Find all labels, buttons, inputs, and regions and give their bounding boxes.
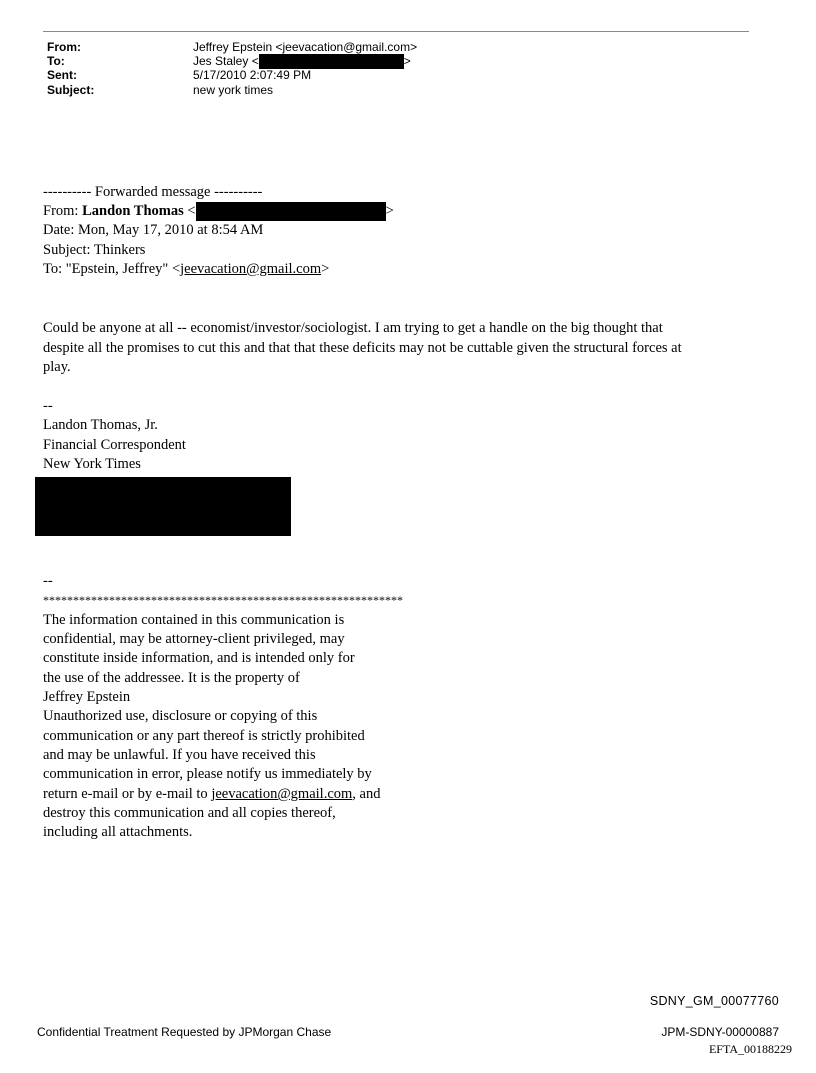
signature-name: Landon Thomas, Jr. bbox=[43, 417, 158, 433]
message-line: Could be anyone at all -- economist/investor/sociologist. I am trying to get a handle on the big thought that bbox=[43, 320, 663, 336]
disclaimer-stars: ************************************************************ bbox=[43, 593, 403, 607]
message-line: despite all the promises to cut this and that that these deficits may not be cuttable given the structural forces at bbox=[43, 340, 682, 356]
disclaimer-email-suffix: , and bbox=[352, 786, 381, 802]
forwarded-from-gt: > bbox=[385, 203, 394, 219]
forwarded-separator: ---------- Forwarded message ---------- bbox=[43, 184, 263, 200]
signature-title: Financial Correspondent bbox=[43, 437, 186, 453]
forwarded-from bbox=[43, 202, 394, 221]
disclaimer-email-link[interactable]: jeevacation@gmail.com bbox=[211, 786, 353, 802]
disclaimer-line: The information contained in this communication is bbox=[43, 612, 345, 628]
forwarded-from-lt: < bbox=[183, 203, 196, 219]
disclaimer-line: Unauthorized use, disclosure or copying of this bbox=[43, 708, 318, 724]
disclaimer-line: including all attachments. bbox=[43, 824, 193, 840]
sent-label: Sent: bbox=[47, 68, 77, 82]
bates-efta: EFTA_00188229 bbox=[708, 1042, 792, 1056]
forwarded-date: Date: Mon, May 17, 2010 at 8:54 AM bbox=[43, 222, 264, 238]
signature-dashes: -- bbox=[43, 398, 53, 414]
from-value: Jeffrey Epstein <jeevacation@gmail.com> bbox=[193, 40, 418, 54]
header-divider bbox=[43, 31, 749, 32]
to-gt: > bbox=[403, 54, 411, 68]
disclaimer-line bbox=[43, 785, 380, 804]
to-name: Jes Staley < bbox=[193, 54, 259, 68]
forwarded-from-prefix: From: bbox=[43, 203, 83, 219]
disclaimer-line: communication in error, please notify us immediately by bbox=[43, 766, 372, 782]
forwarded-to bbox=[43, 260, 329, 279]
disclaimer-line: communication or any part thereof is strictly prohibited bbox=[43, 728, 365, 744]
disclaimer-line: confidential, may be attorney-client privileged, may bbox=[43, 631, 345, 647]
message-line: play. bbox=[43, 359, 71, 375]
forwarded-to-suffix: > bbox=[321, 261, 330, 277]
disclaimer-line: and may be unlawful. If you have received this bbox=[43, 747, 316, 763]
to-value bbox=[193, 55, 411, 69]
redaction-block bbox=[196, 202, 386, 221]
subject-label: Subject: bbox=[47, 83, 95, 97]
redaction-block bbox=[35, 477, 291, 536]
disclaimer-line: constitute inside information, and is intended only for bbox=[43, 650, 355, 666]
subject-value: new york times bbox=[193, 83, 274, 97]
disclaimer-email-prefix: return e-mail or by e-mail to bbox=[43, 786, 212, 802]
signature-org: New York Times bbox=[43, 456, 141, 472]
forwarded-subject: Subject: Thinkers bbox=[43, 242, 146, 258]
bates-sdny-gm: SDNY_GM_00077760 bbox=[649, 994, 779, 1008]
disclaimer-line: Jeffrey Epstein bbox=[43, 689, 131, 705]
confidential-notice: Confidential Treatment Requested by JPMorgan Chase bbox=[37, 1025, 332, 1039]
bates-jpm: JPM-SDNY-00000887 bbox=[661, 1025, 779, 1039]
disclaimer-line: destroy this communication and all copies thereof, bbox=[43, 805, 336, 821]
from-label: From: bbox=[47, 40, 81, 54]
disclaimer-dashes: -- bbox=[43, 573, 53, 589]
redaction-block bbox=[259, 54, 404, 69]
to-label: To: bbox=[47, 54, 65, 68]
sent-value: 5/17/2010 2:07:49 PM bbox=[193, 68, 312, 82]
disclaimer-line: the use of the addressee. It is the property of bbox=[43, 670, 300, 686]
forwarded-to-email-link[interactable]: jeevacation@gmail.com bbox=[180, 261, 322, 277]
forwarded-to-prefix: To: "Epstein, Jeffrey" < bbox=[43, 261, 181, 277]
forwarded-from-name: Landon Thomas bbox=[82, 203, 184, 219]
